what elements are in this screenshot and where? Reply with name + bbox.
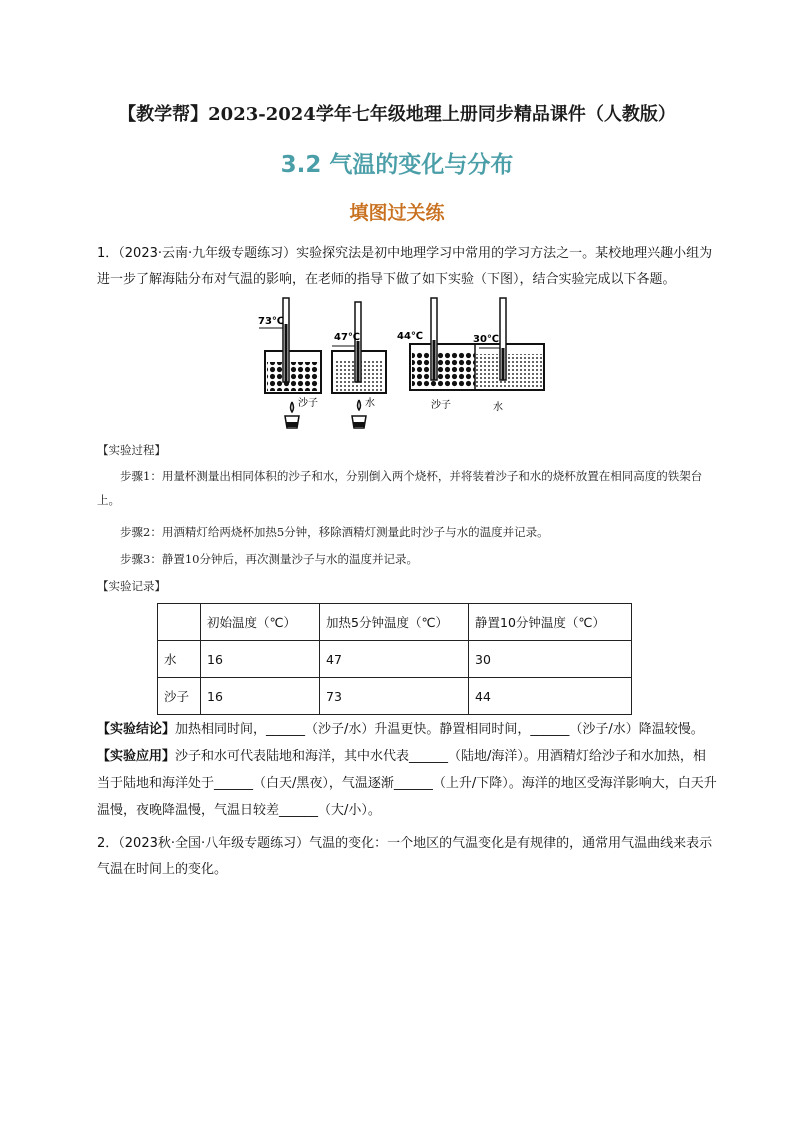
table-cell: 73: [320, 678, 469, 715]
thermo-label-1: 73℃: [258, 316, 285, 327]
question-2-text: 2．（2023秋·全国·八年级专题练习）气温的变化：一个地区的气温变化是有规律的，通常用气温曲线来表示气温在时间上的变化。: [97, 836, 713, 877]
exercise-subtitle: 填图过关练: [349, 202, 445, 224]
table-cell: 30: [469, 641, 632, 678]
experiment-figure: [255, 296, 555, 436]
table-header-row: [158, 604, 632, 641]
step-1: 步骤1：用量杯测量出相同体积的沙子和水，分别倒入两个烧杯，并将装着沙子和水的烧杯放置在相同高度的铁架台上。: [97, 469, 703, 507]
table-cell: 沙子: [158, 678, 201, 715]
application-text: 沙子和水可代表陆地和海洋，其中水代表______（陆地/海洋）。用酒精灯给沙子和水加热，相当于陆地和海洋处于______（白天/黑夜），气温逐渐______（上升/下降）。海洋的地区受海洋影响大，白天升温慢，夜晚降温慢，气温日较差______（大/小）。: [97, 749, 717, 818]
record-table: [157, 603, 632, 715]
table-cell: 水: [158, 641, 201, 678]
thermo-label-2: 47℃: [334, 332, 361, 343]
burner-water: [352, 400, 366, 428]
label-sand-1: 沙子: [298, 398, 318, 409]
step-3: 步骤3：静置10分钟后，再次测量沙子与水的温度并记录。: [120, 552, 418, 566]
record-header: 【实验记录】: [97, 579, 166, 593]
table-cell: 47: [320, 641, 469, 678]
table-header-cell: [158, 604, 201, 641]
label-sand-2: 沙子: [431, 400, 451, 411]
step-2: 步骤2：用酒精灯给两烧杯加热5分钟，移除酒精灯测量此时沙子与水的温度并记录。: [120, 525, 549, 539]
label-water-1: 水: [365, 398, 375, 409]
table-cell: 16: [201, 641, 320, 678]
thermo-label-3: 44℃: [397, 331, 424, 342]
table-cell: 16: [201, 678, 320, 715]
table-header-cell: 初始温度（℃）: [201, 604, 320, 641]
question-1-text: 1．（2023·云南·九年级专题练习）实验探究法是初中地理学习中常用的学习方法之一。某校地理兴趣小组为进一步了解海陆分布对气温的影响，在老师的指导下做了如下实验（下图），结合实验完成以下各题。: [97, 246, 713, 287]
conclusion-label: 【实验结论】: [97, 722, 176, 737]
sand-beaker: [265, 351, 321, 393]
label-water-2: 水: [493, 402, 503, 413]
process-header: 【实验过程】: [97, 443, 166, 457]
section-title: 3.2 气温的变化与分布: [280, 152, 514, 178]
table-row: [158, 641, 632, 678]
table-header-cell: 加热5分钟温度（℃）: [320, 604, 469, 641]
application-line: [97, 743, 717, 824]
burner-sand: [285, 402, 299, 428]
conclusion-line: [97, 716, 717, 743]
table-row: [158, 678, 632, 715]
table-cell: 44: [469, 678, 632, 715]
combined-tank: [410, 344, 544, 390]
table-header-cell: 静置10分钟温度（℃）: [469, 604, 632, 641]
document-header-title: 【教学帮】2023-2024学年七年级地理上册同步精品课件（人教版）: [118, 104, 676, 125]
thermo-label-4: 30℃: [473, 334, 500, 345]
conclusion-block: [97, 716, 717, 824]
conclusion-text: 加热相同时间，______（沙子/水）升温更快。静置相同时间，______（沙子/水）降温较慢。: [175, 722, 704, 737]
application-label: 【实验应用】: [97, 749, 176, 764]
